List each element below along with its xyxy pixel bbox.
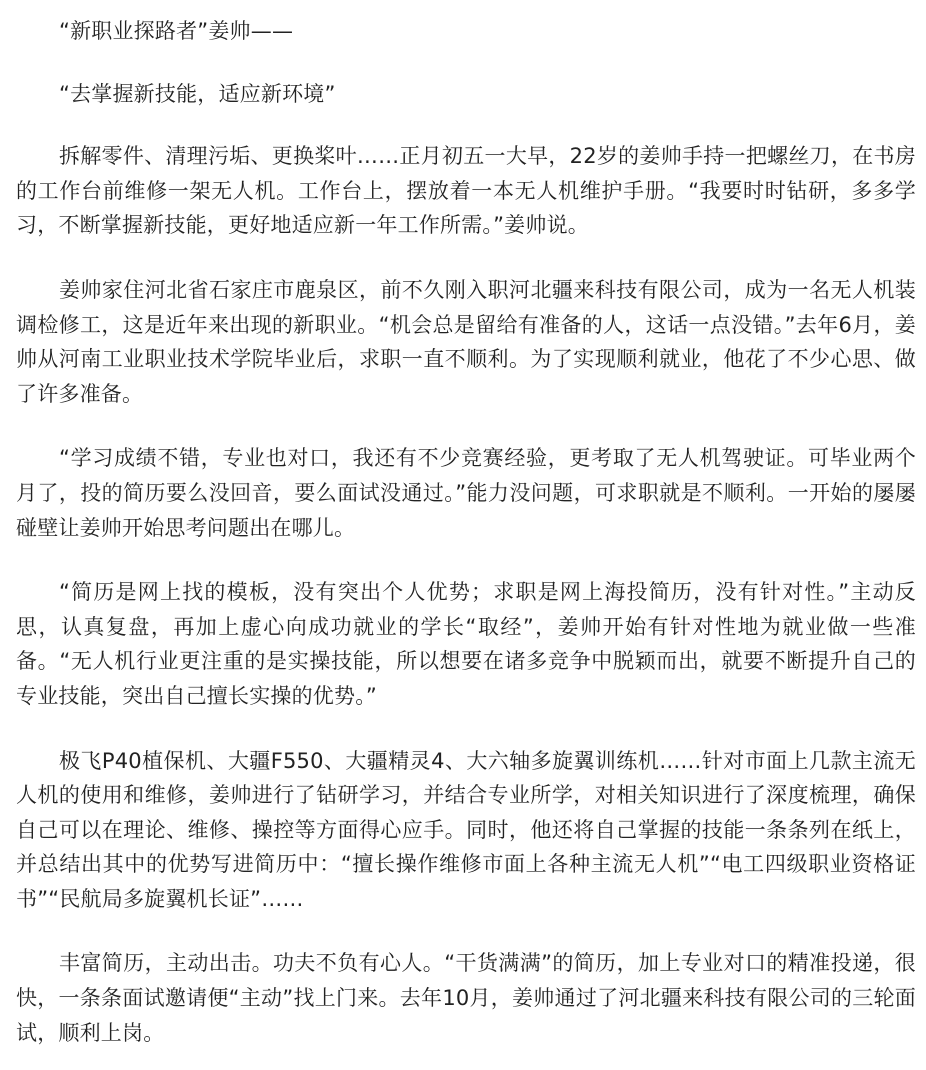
paragraph-4: “简历是网上找的模板，没有突出个人优势；求职是网上海投简历，没有针对性。”主动反思，认真复盘，再加上虚心向成功就业的学长“取经”，姜帅开始有针对性地为就业做一些准备。“无人机行业更注重的是实操技能，所以想要在诸多竞争中脱颖而出，就要不断提升自己的专业技能，突出自己擅长实操的优势。” bbox=[16, 580, 916, 708]
paragraph-3: “学习成绩不错，专业也对口，我还有不少竞赛经验，更考取了无人机驾驶证。可毕业两个月了，投的简历要么没回音，要么面试没通过。”能力没问题，可求职就是不顺利。一开始的屡屡碰壁让姜帅开始思考问题出在哪儿。 bbox=[16, 446, 916, 540]
article-headline: “新职业探路者”姜帅—— bbox=[59, 19, 294, 43]
paragraph-2: 姜帅家住河北省石家庄市鹿泉区，前不久刚入职河北疆来科技有限公司，成为一名无人机装调检修工，这是近年来出现的新职业。“机会总是留给有准备的人，这话一点没错。”去年6月，姜帅从河南工业职业技术学院毕业后，求职一直不顺利。为了实现顺利就业，他花了不少心思、做了许多准备。 bbox=[16, 277, 916, 406]
article-subheadline: “去掌握新技能，适应新环境” bbox=[59, 81, 336, 106]
paragraph-5: 极飞P40植保机、大疆F550、大疆精灵4、大六轴多旋翼训练机……针对市面上几款主流无人机的使用和维修，姜帅进行了钻研学习，并结合专业所学，对相关知识进行了深度梳理，确保自己可以在理论、维修、操控等方面得心应手。同时，他还将自己掌握的技能一条条列在纸上，并总结出其中的优势写进简历中：“擅长操作维修市面上各种主流无人机”“电工四级职业资格证书”“民航局多旋翼机长证”…… bbox=[16, 748, 916, 911]
paragraph-1: 拆解零件、清理污垢、更换桨叶……正月初五一大早，22岁的姜帅手持一把螺丝刀，在书房的工作台前维修一架无人机。工作台上，摆放着一本无人机维护手册。“我要时时钻研，多多学习，不断掌握新技能，更好地适应新一年工作所需。”姜帅说。 bbox=[16, 144, 916, 238]
paragraph-6: 丰富简历，主动出击。功夫不负有心人。“干货满满”的简历，加上专业对口的精准投递，很快，一条条面试邀请便“主动”找上门来。去年10月，姜帅通过了河北疆来科技有限公司的三轮面试，顺利上岗。 bbox=[16, 951, 916, 1045]
